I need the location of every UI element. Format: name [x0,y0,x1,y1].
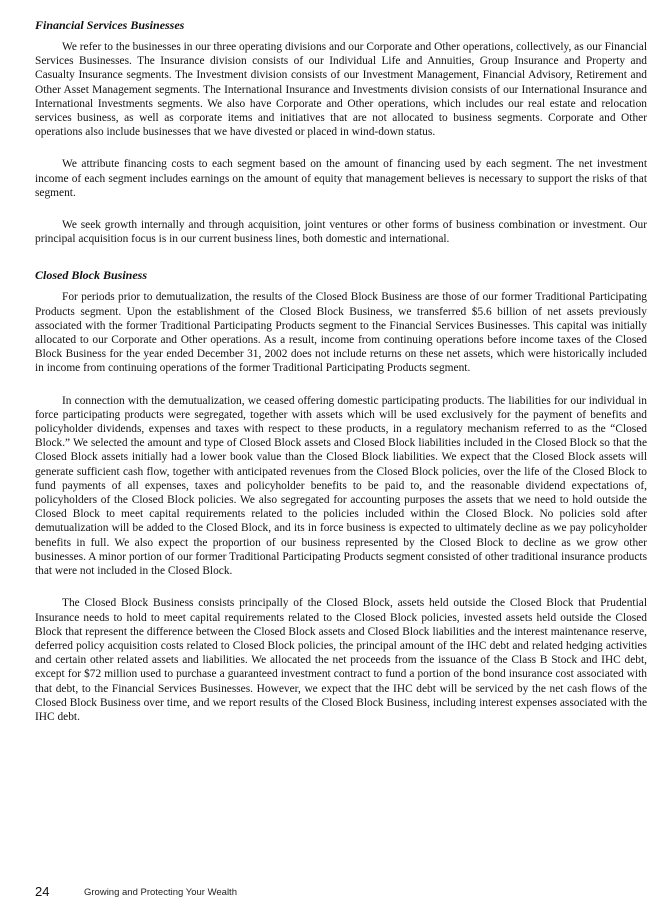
paragraph: For periods prior to demutualization, the results of the Closed Block Business are those of our former Traditional Participating Products segment. Upon the establishment of the Closed Block Business, we transferred $5.6 billion of net assets previously associated with the former Traditional Participating Products segment to the Financial Services Businesses. This capital was initially allocated to our Corporate and Other operations. As a result, income from continuing operations before income taxes of the Closed Block Business for the year ended December 31, 2002 does not include returns on these net assets, which were historically included in income from continuing operations of the former Traditional Participating Products segment. [35,291,647,375]
section-heading: Closed Block Business [35,268,148,283]
paragraph: The Closed Block Business consists principally of the Closed Block, assets held outside the Closed Block that Prudential Insurance needs to hold to meet capital requirements related to the Closed Block policies, invested assets held outside the Closed Block that represent the difference between the Closed Block assets and Closed Block liabilities and the interest maintenance reserve, deferred policy acquisition costs related to Closed Block policies, the principal amount of the IHC debt and related hedging activities and certain other related assets and liabilities. We allocated the net proceeds from the issuance of the Class B Stock and IHC debt, except for $72 million used to purchase a guaranteed investment contract to fund a portion of the bond insurance cost associated with that debt, to the Financial Services Businesses. However, we expect that the IHC debt will be serviced by the net cash flows of the Closed Block Business over time, and we report results of the Closed Block Business, including interest expenses associated with the IHC debt. [35,597,647,723]
page-body [35,18,647,742]
paragraph: In connection with the demutualization, we ceased offering domestic participating products. The liabilities for our individual in force participating products were segregated, together with assets which will be used exclusively for the payment of benefits and policyholder dividends, expenses and taxes with respect to these products, in a regulatory mechanism referred to as the “Closed Block.” We selected the amount and type of Closed Block assets and Closed Block liabilities included in the Closed Block so that the Closed Block assets initially had a lower book value than the Closed Block liabilities. We expect that the Closed Block assets will generate sufficient cash flow, together with anticipated revenues from the Closed Block policies, over the life of the Closed Block to fund payments of all expenses, taxes and policyholder benefits to be paid to, and the reasonable dividend expectations of, policyholders of the Closed Block policies. We also segregated for accounting purposes the assets that we need to hold outside the Closed Block to meet capital requirements related to the policies included within the Closed Block. No policies sold after demutualization will be added to the Closed Block, and its in force business is expected to ultimately decline as we pay policyholder benefits in full. We also expect the proportion of our business represented by the Closed Block to decline as we grow other businesses. A minor portion of our former Traditional Participating Products segment consisted of other traditional insurance products that were not included in the Closed Block. [35,394,647,578]
section-heading: Financial Services Businesses [35,18,185,32]
section-financial-services [35,18,647,246]
paragraph: We seek growth internally and through acquisition, joint ventures or other forms of business combination or investment. Our principal acquisition focus is in our current business lines, both domestic and international. [35,219,647,246]
paragraph: We refer to the businesses in our three operating divisions and our Corporate and Other operations, collectively, as our Financial Services Businesses. The Insurance division consists of our Individual Life and Annuities, Group Insurance and Property and Casualty Insurance segments. The Investment division consists of our Investment Management, Financial Advisory, Retirement and Other Asset Management segments. The International Insurance and Investments division consists of our International Insurance and International Investments segments. We also have Corporate and Other operations, which includes our real estate and relocation services business, as well as corporate items and initiatives that are not allocated to business segments. Corporate and Other operations also include businesses that we have divested or placed in wind-down status. [35,41,647,139]
page-footer [35,884,635,902]
page-number: 24 [35,884,50,899]
section-closed-block [35,268,647,724]
paragraph: We attribute financing costs to each segment based on the amount of financing used by each segment. The net investment income of each segment includes earnings on the amount of equity that management believes is necessary to support the risks of that segment. [35,158,647,199]
footer-tagline: Growing and Protecting Your Wealth [84,887,237,898]
